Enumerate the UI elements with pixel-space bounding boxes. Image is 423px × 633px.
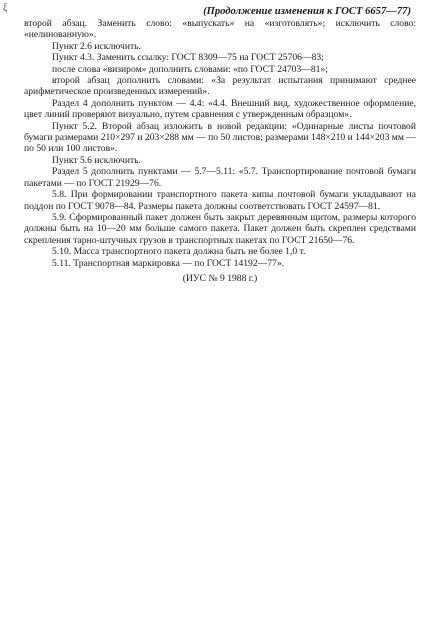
paragraph-1: второй абзац. Заменить слово: «выпускать» на «изготовлять»; исключить слово: «нелинованную». [24,18,416,41]
paragraph-9: Раздел 5 дополнить пунктами — 5.7—5.11: «5.7. Транспортирование почтовой бумаги пакетами — по ГОСТ 21929—76. [24,166,416,189]
paragraph-7: Пункт 5.2. Второй абзац изложить в новой редакции: «Одинарные листы почтовой бумаги размерами 210×297 и 203×288 мм — по 50 листов; размерами 148×210 и 144×203 мм — по 50 или 100 листов». [24,120,416,155]
paragraph-8: Пункт 5.6 исключить. [52,154,141,166]
page-header: (Продолжение изменения к ГОСТ 6657—77) [203,6,411,17]
paragraph-6: Раздел 4 дополнить пунктом — 4.4: «4.4. Внешний вид, художественное оформление, цвет линий проверяют визуально, путем сравнения с утвержденным образцом». [24,97,416,121]
paragraph-10: 5.8. При формировании транспортного пакета кипы почтовой бумаги укладывают на поддон по ГОСТ 9078—84. Размеры пакета должны соответствовать ГОСТ 24597—81. [24,189,416,212]
document-body [24,18,416,284]
paragraph-11: 5.9. Сформированный пакет должен быть закрыт деревянным щитом, размеры которого должны быть на 10—20 мм больше самого пакета. Пакет должен быть скреплен средствами скрепления тарно-штучных грузов в транспортных пакетах по ГОСТ 21650—76. [24,211,416,246]
paragraph-4: после слова «визиром» дополнить словами: «по ГОСТ 24703—81»; [52,63,328,75]
paragraph-2: Пункт 2.6 исключить. [52,40,141,52]
margin-mark: ξ [3,3,8,14]
paragraph-3: Пункт 4.3. Заменить ссылку: ГОСТ 8309—75 на ГОСТ 25706—83; [52,52,324,64]
paragraph-12: 5.10. Масса транспортного пакета должна быть не более 1,0 т. [52,246,306,258]
paragraph-13: 5.11. Транспортная маркировка — по ГОСТ 14192—77». [52,257,285,269]
footer-note: (ИУС № 9 1988 г.) [182,272,258,284]
paragraph-5: второй абзац дополнить словами: «За результат испытания принимают среднее арифметическое произведенных измерений». [24,75,416,98]
